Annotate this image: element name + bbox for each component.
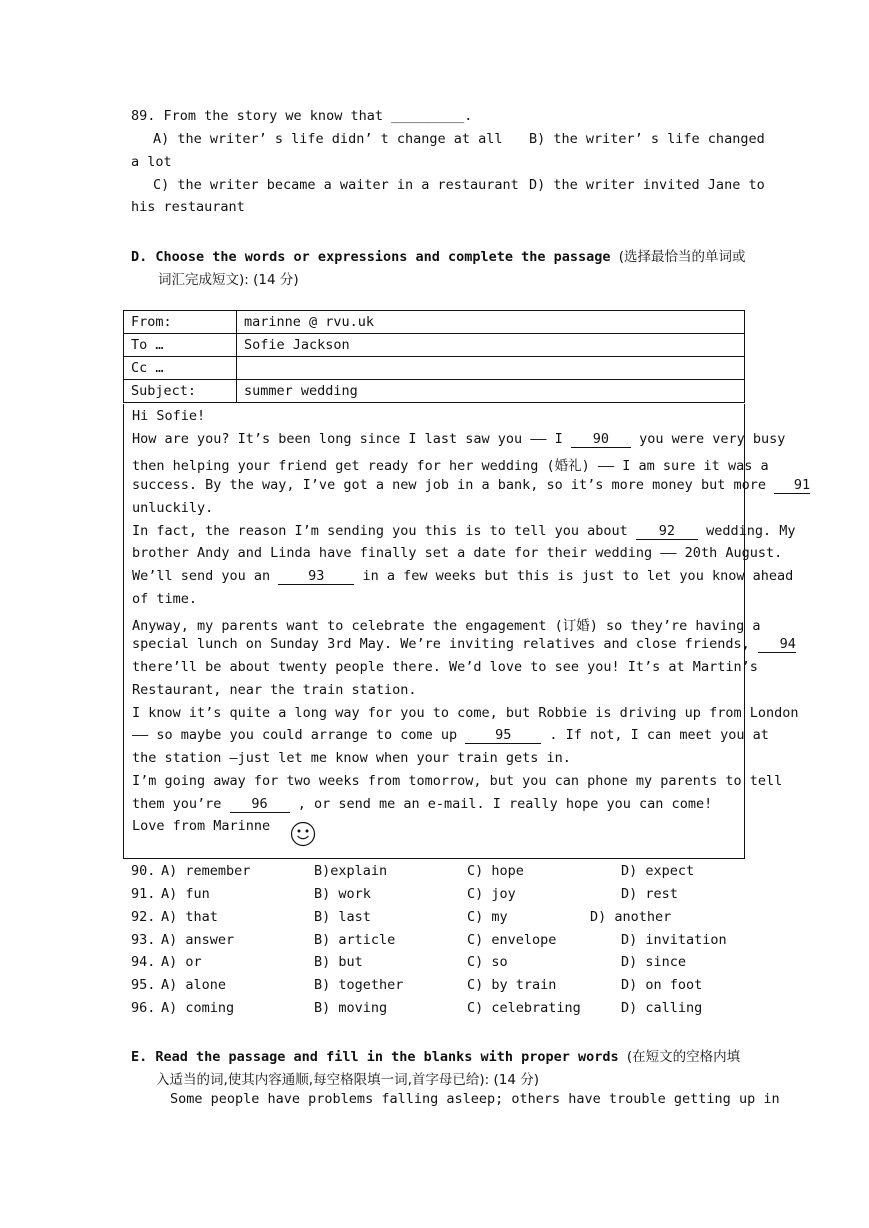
option-c: C) envelope bbox=[467, 932, 557, 948]
email-cc-row bbox=[124, 357, 745, 380]
text-segment: —— so maybe you could arrange to come up bbox=[132, 727, 458, 743]
email-line bbox=[132, 431, 786, 448]
email-line: then helping your friend get ready for her wedding (婚礼) —— I am sure it was a bbox=[132, 458, 769, 474]
section-e-note-cont: 入适当的词,使其内容通顺,每空格限填一词,首字母已给): (14 分) bbox=[156, 1072, 539, 1088]
q89-option-c: C) the writer became a waiter in a restaurant bbox=[153, 177, 519, 193]
section-e-note: (在短文的空格内填 bbox=[626, 1049, 741, 1065]
text-segment: , or send me an e-mail. I really hope you can come! bbox=[297, 796, 713, 812]
email-line: of time. bbox=[132, 591, 198, 607]
option-c: C) joy bbox=[467, 886, 516, 902]
option-a: A) alone bbox=[161, 977, 227, 993]
option-b: B) article bbox=[314, 932, 396, 948]
q89-option-b-cont: a lot bbox=[131, 154, 172, 170]
blank-94: 94 bbox=[758, 637, 796, 653]
option-c: C) by train bbox=[467, 977, 557, 993]
email-line: I’m going away for two weeks from tomorrow, but you can phone my parents to tell bbox=[132, 773, 783, 789]
option-c: C) celebrating bbox=[467, 1000, 581, 1016]
option-d: D) invitation bbox=[621, 932, 727, 948]
email-header-table bbox=[123, 310, 745, 403]
option-d: D) since bbox=[621, 954, 687, 970]
email-line bbox=[132, 636, 796, 653]
q89-option-b: B) the writer’ s life changed bbox=[529, 131, 765, 147]
q89-option-a: A) the writer’ s life didn’ t change at all bbox=[153, 131, 503, 147]
section-d-note-cont: 词汇完成短文): (14 分) bbox=[158, 272, 299, 288]
option-b: B) together bbox=[314, 977, 404, 993]
option-b: B)explain bbox=[314, 863, 388, 879]
blank-95: 95 bbox=[465, 728, 541, 744]
email-line bbox=[132, 568, 794, 585]
option-b: B) moving bbox=[314, 1000, 388, 1016]
blank-96: 96 bbox=[230, 797, 290, 813]
from-value: marinne @ rvu.uk bbox=[237, 311, 745, 334]
email-line bbox=[132, 477, 811, 494]
option-b: B) but bbox=[314, 954, 363, 970]
text-segment: . If not, I can meet you at bbox=[549, 727, 769, 743]
option-number: 92. bbox=[131, 909, 156, 925]
option-number: 93. bbox=[131, 932, 156, 948]
section-e-first-line: Some people have problems falling asleep; others have trouble getting up in bbox=[170, 1091, 780, 1107]
option-a: A) coming bbox=[161, 1000, 235, 1016]
text-segment: in a few weeks but this is just to let you know ahead bbox=[362, 568, 794, 584]
option-number: 96. bbox=[131, 1000, 156, 1016]
option-b: B) last bbox=[314, 909, 371, 925]
option-a: A) or bbox=[161, 954, 202, 970]
to-label: To … bbox=[124, 334, 237, 357]
text-segment: success. By the way, I’ve got a new job in a bank, so it’s more money but more bbox=[132, 477, 766, 493]
q89-option-d: D) the writer invited Jane to bbox=[529, 177, 765, 193]
section-e-heading bbox=[131, 1045, 740, 1065]
email-line bbox=[132, 796, 738, 813]
text-segment: How are you? It’s been long since I last saw you —— I bbox=[132, 431, 563, 447]
email-line: there’ll be about twenty people there. We’d love to see you! It’s at Martin’s bbox=[132, 659, 758, 675]
option-c: C) hope bbox=[467, 863, 524, 879]
email-signoff: Love from Marinne bbox=[132, 818, 271, 834]
q89-option-d-cont: his restaurant bbox=[131, 199, 245, 215]
section-d-note: (选择最恰当的单词或 bbox=[618, 249, 746, 265]
cc-label: Cc … bbox=[124, 357, 237, 380]
blank-92: 92 bbox=[636, 524, 698, 540]
subject-label: Subject: bbox=[124, 380, 237, 403]
text-segment: We’ll send you an bbox=[132, 568, 271, 584]
from-label: From: bbox=[124, 311, 237, 334]
option-a: A) that bbox=[161, 909, 218, 925]
option-d: D) rest bbox=[621, 886, 678, 902]
smiley-face-icon bbox=[290, 821, 316, 847]
option-a: A) answer bbox=[161, 932, 235, 948]
email-to-row bbox=[124, 334, 745, 357]
option-d: D) calling bbox=[621, 1000, 703, 1016]
option-a: A) fun bbox=[161, 886, 210, 902]
option-number: 94. bbox=[131, 954, 156, 970]
section-d-heading bbox=[131, 245, 745, 265]
email-line bbox=[132, 523, 796, 540]
email-from-row bbox=[124, 311, 745, 334]
text-segment: special lunch on Sunday 3rd May. We’re inviting relatives and close friends, bbox=[132, 636, 750, 652]
option-c: C) so bbox=[467, 954, 508, 970]
option-c: C) my bbox=[467, 909, 508, 925]
text-segment: you were very busy bbox=[639, 431, 786, 447]
option-d: D) on foot bbox=[621, 977, 703, 993]
text-segment: wedding. My bbox=[706, 523, 796, 539]
email-line bbox=[132, 727, 769, 744]
option-number: 95. bbox=[131, 977, 156, 993]
email-line: the station —just let me know when your train gets in. bbox=[132, 750, 571, 766]
cc-value bbox=[237, 357, 745, 380]
subject-value: summer wedding bbox=[237, 380, 745, 403]
section-e-title: E. Read the passage and fill in the blanks with proper words bbox=[131, 1049, 619, 1065]
email-line: Anyway, my parents want to celebrate the engagement (订婚) so they’re having a bbox=[132, 618, 761, 634]
option-number: 91. bbox=[131, 886, 156, 902]
section-d-title: D. Choose the words or expressions and complete the passage bbox=[131, 249, 611, 265]
blank-93: 93 bbox=[278, 569, 354, 585]
option-b: B) work bbox=[314, 886, 371, 902]
option-a: A) remember bbox=[161, 863, 251, 879]
text-segment: In fact, the reason I’m sending you this is to tell you about bbox=[132, 523, 628, 539]
blank-90: 90 bbox=[571, 432, 631, 448]
to-value: Sofie Jackson bbox=[237, 334, 745, 357]
blank-91: 91 bbox=[774, 478, 810, 494]
q89-stem: 89. From the story we know that _________. bbox=[131, 108, 473, 124]
option-d: D) another bbox=[590, 909, 672, 925]
email-subject-row bbox=[124, 380, 745, 403]
email-line: Restaurant, near the train station. bbox=[132, 682, 417, 698]
text-segment: them you’re bbox=[132, 796, 222, 812]
option-number: 90. bbox=[131, 863, 156, 879]
email-body bbox=[123, 404, 811, 859]
email-line: I know it’s quite a long way for you to come, but Robbie is driving up from London bbox=[132, 705, 799, 721]
option-d: D) expect bbox=[621, 863, 695, 879]
email-greeting: Hi Sofie! bbox=[132, 408, 206, 424]
email-line: unluckily. bbox=[132, 500, 214, 516]
email-line: brother Andy and Linda have finally set a date for their wedding —— 20th August. bbox=[132, 545, 783, 561]
